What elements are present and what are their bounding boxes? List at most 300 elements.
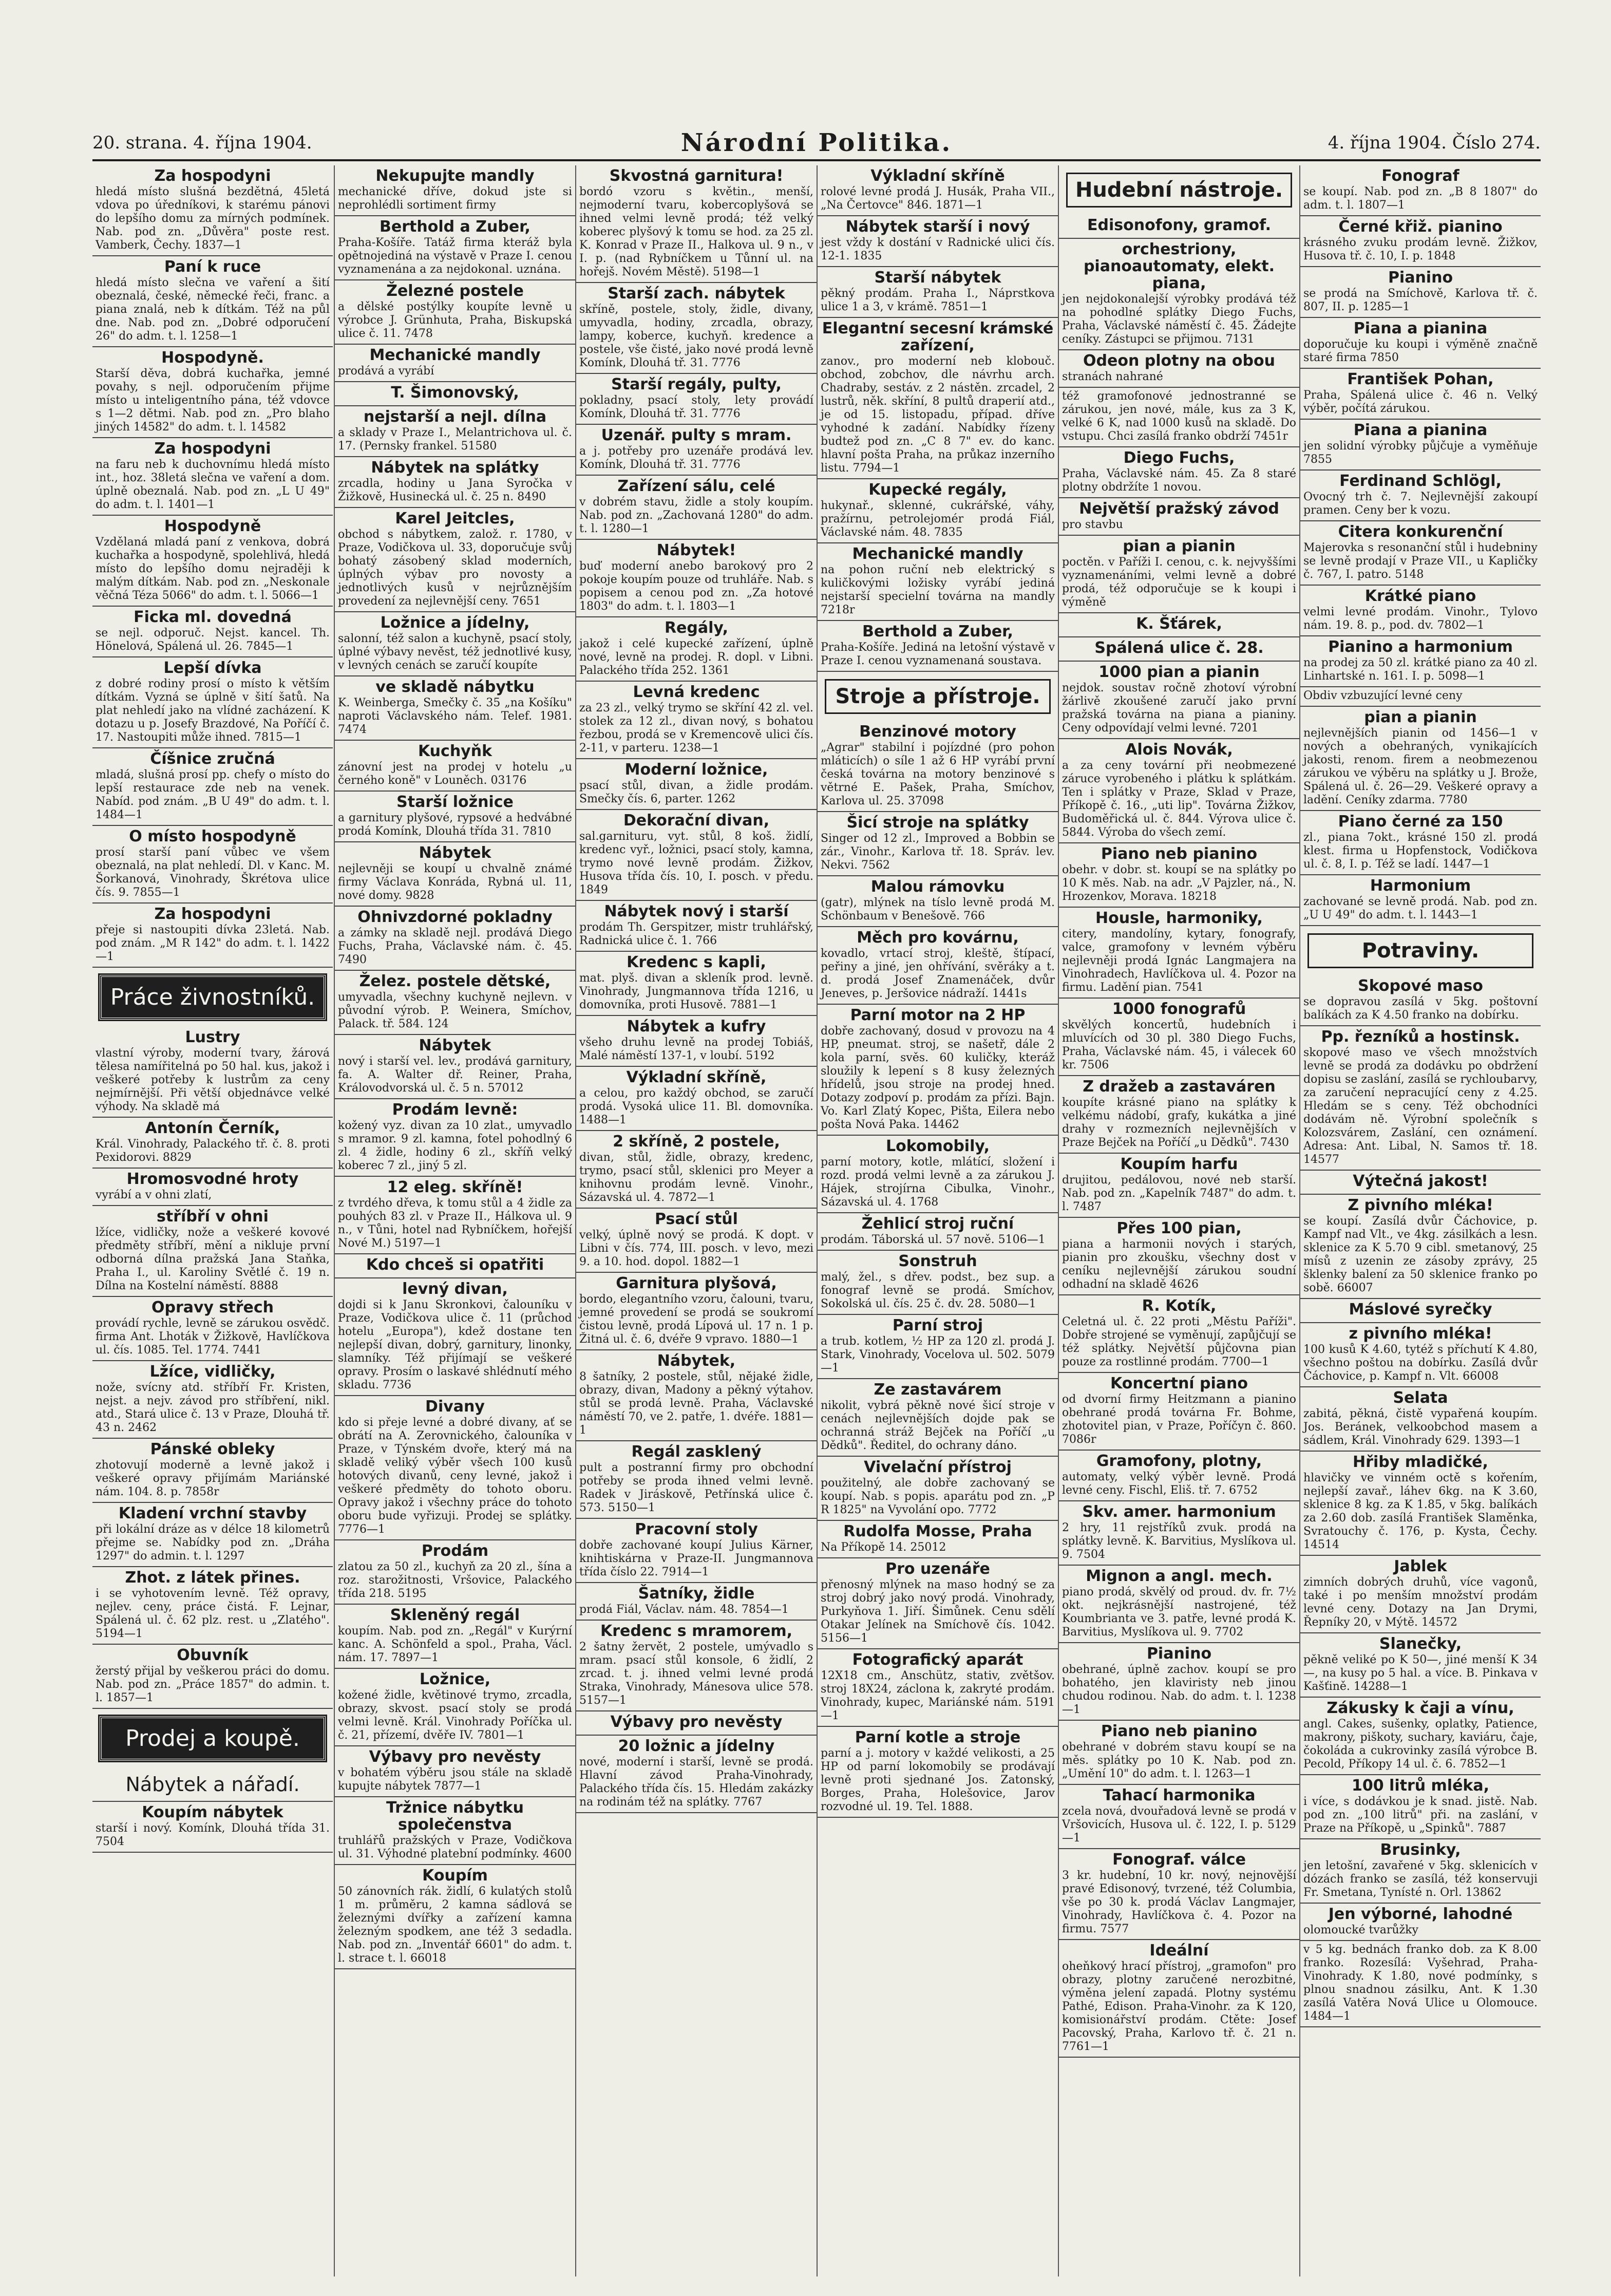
classified-ad bbox=[1059, 498, 1299, 536]
classified-ad bbox=[335, 741, 575, 792]
ad-body: pokladny, psací stoly, lety provádí Komínk, Dlouhá tř. 31. 7776 bbox=[579, 394, 813, 420]
ad-heading: Piano neb pianino bbox=[1101, 1722, 1258, 1740]
classified-ad bbox=[576, 1131, 817, 1209]
ad-body: nikolit, vybrá pěkně nové šicí stroje v cenách nejlevnějších dojde pak se ochranná stráž Bejček na Poříčí „u Dědků". Ředitel, do ochrany dáno. bbox=[821, 1399, 1055, 1452]
classified-ad bbox=[1059, 1643, 1299, 1721]
classified-ad bbox=[335, 971, 575, 1035]
classified-ad bbox=[1300, 216, 1541, 267]
ad-body: rolové levné prodá J. Husák, Praha VII., „Na Čertovce" 846. 1871—1 bbox=[821, 185, 1055, 212]
ad-body: se prodá na Smíchově, Karlova tř. č. 807, II. p. 1285—1 bbox=[1303, 287, 1538, 313]
ad-heading: Ložnice a jídelny, bbox=[380, 614, 530, 632]
ad-body: vlastní výroby, moderní tvary, žárová tělesa namířitelná po 50 hal. kus, jakož i veškeré potřeby k lustrům za ceny nejmírnější. Při větší objednávce velké výhody. Na skladě má bbox=[96, 1047, 330, 1113]
classified-ad bbox=[92, 607, 333, 657]
ad-heading: Fonograf. válce bbox=[1112, 1851, 1246, 1869]
classified-ad bbox=[818, 1727, 1058, 1818]
classified-ad bbox=[1059, 1295, 1299, 1373]
classified-ad bbox=[92, 1169, 333, 1206]
ad-body: krásného zvuku prodám levně. Žižkov, Husova tř. č. 10, I. p. 1848 bbox=[1303, 236, 1538, 262]
ad-heading: Koupím harfu bbox=[1120, 1155, 1238, 1173]
ad-body: piano prodá, skvělý od proud. dv. fr. 7½ okt. nejkrásnější nastrojené, též Koumbrianta ve 3. patře, levné prodá K. Barvitius, Myslíkova ul. 9. 7702 bbox=[1062, 1586, 1296, 1639]
classified-ad bbox=[1059, 239, 1299, 350]
ad-heading: Alois Novák, bbox=[1125, 741, 1233, 759]
ad-body: obehrané, úplně zachov. koupí se pro bohatého, jen klaviristy neb jinou chudou rodinou. Nab. do adm. t. l. 1238—1 bbox=[1062, 1663, 1296, 1716]
ad-heading: Hospodyně. bbox=[161, 349, 264, 367]
ad-heading: Nábytek bbox=[419, 844, 491, 862]
classified-ad bbox=[92, 516, 333, 607]
ad-heading: Dekorační divan, bbox=[623, 812, 770, 830]
classified-ad bbox=[92, 1206, 333, 1297]
ad-heading: 100 litrů mléka, bbox=[1351, 1777, 1490, 1795]
ad-body: též gramofonové jednostranné se zárukou, jen nové, mále, kus za 3 K, velké 6 K, nad 1000 kusů na skladě. Do vstupu. Chci zasílá franko obdrží 7451r bbox=[1062, 390, 1296, 443]
classified-ad bbox=[1059, 388, 1299, 447]
ad-body: 12X18 cm., Anschütz, stativ, zvětšov. stroj 18X24, záclona k, zakryté prodám. Vinohrady, kupec, Mariánské nám. 5191—1 bbox=[821, 1669, 1055, 1722]
ad-body: se koupí. Zasílá dvůr Čáchovice, p. Kampf nad Vlt., ve 4kg. zásilkách a lesn. sklenice za K 5.70 9 cibl. smetanový, 25 mísů z uzenin ze zásoby zprávy, 25 šklenky balení za 50 sklenice franko po sobě. 66007 bbox=[1303, 1215, 1538, 1294]
classified-ad bbox=[92, 1439, 333, 1503]
classified-ad bbox=[576, 283, 817, 374]
classified-ad bbox=[576, 1350, 817, 1441]
classified-ad bbox=[1300, 1904, 1541, 1941]
ad-heading: Z pivního mléka! bbox=[1348, 1196, 1493, 1214]
ad-heading: Starší regály, pulty, bbox=[611, 375, 782, 393]
classified-ad bbox=[335, 1035, 575, 1099]
ad-heading: Hromosvodné hroty bbox=[126, 1170, 299, 1188]
ad-heading: Rudolfa Mosse, Praha bbox=[843, 1522, 1032, 1540]
ad-body: angl. Cakes, sušenky, oplatky, Patience, makrony, piškoty, suchary, kaviáru, čaje, čokoláda a cukrovinky zasílá výrobce B. Pecold, Příkopy 14 ul. č. 6. 7852—1 bbox=[1303, 1718, 1538, 1771]
column-3 bbox=[575, 165, 817, 2276]
ad-heading: Regál zasklený bbox=[631, 1443, 762, 1461]
ad-heading: Starší nábytek bbox=[874, 269, 1001, 287]
classified-ad bbox=[1300, 811, 1541, 875]
ad-body: salonní, též salon a kuchyně, psací stoly, úplné výbavy nevěst, též jednotlivé kusy, v levných cenách se zaručí koupíte bbox=[338, 632, 572, 672]
ad-body: a zámky na skladě nejl. prodává Diego Fuchs, Praha, Václavské nám. č. 45. 7490 bbox=[338, 927, 572, 966]
ad-heading: Kredenc s mramorem, bbox=[600, 1622, 793, 1640]
classified-ad bbox=[1300, 1452, 1541, 1556]
page-header bbox=[92, 128, 1541, 159]
classified-ad bbox=[576, 374, 817, 425]
classified-ad bbox=[92, 1297, 333, 1361]
classified-ad bbox=[335, 1669, 575, 1746]
classified-ad bbox=[1059, 908, 1299, 999]
ad-heading: Piano černé za 150 bbox=[1338, 813, 1503, 831]
ad-heading: Z dražeb a zastaváren bbox=[1083, 1078, 1276, 1096]
classified-ad bbox=[576, 1583, 817, 1621]
ad-heading: Prodám bbox=[421, 1542, 489, 1560]
classified-ad bbox=[1300, 707, 1541, 811]
classified-ad bbox=[335, 280, 575, 345]
ad-body: a trub. kotlem, ½ HP za 120 zl. prodá J. Stark, Vinohrady, Vocelova ul. 502. 5079—1 bbox=[821, 1335, 1055, 1375]
classified-ad bbox=[335, 1540, 575, 1605]
ad-body: pult a postranní firmy pro obchodní potřeby se proda ihned velmi levně. Radek v Jiráskově, Petřínská ulice č. 573. 5150—1 bbox=[579, 1461, 813, 1514]
column-5 bbox=[1058, 165, 1299, 2276]
ad-body: mat. plyš. divan a skleník prod. levně. Vinohrady, Jungmannova třída 1216, u domovníka, proti Husově. 7881—1 bbox=[579, 972, 813, 1011]
ad-heading: Ohnivzdorné pokladny bbox=[357, 908, 553, 926]
ad-body: Starší děva, dobrá kuchařka, jemné povahy, s nejl. odporučením přijme místo u inteligentního pána, též vdovce s 1—2 dětmi. Nab. pod zn. „Pro blaho jiných 14582" do adm. t. l. 14582 bbox=[96, 367, 330, 434]
ad-body: Praha, Spálená ulice č. 46 n. Velký výběr, počítá zárukou. bbox=[1303, 389, 1538, 415]
ad-body: lžíce, vidličky, nože a veškeré kovové předměty stříbří, mění a nikluje první odborná dílna pražská Jana Staňka, Praha I., ul. Karoliny Světlé č. 19 n. Dílna na Kostelní náměstí. 8888 bbox=[96, 1226, 330, 1292]
section-heading: Práce živnostníků. bbox=[100, 975, 326, 1020]
classified-ad bbox=[818, 812, 1058, 876]
classified-ad bbox=[1059, 1566, 1299, 1643]
classified-ad bbox=[1059, 1076, 1299, 1154]
ad-body: K. Weinberga, Smečky č. 35 „na Košíku" naproti Václavského nám. Telef. 1981. 7474 bbox=[338, 697, 572, 736]
classified-ad bbox=[92, 347, 333, 438]
classified-ad bbox=[576, 1067, 817, 1131]
ad-body: nejlevnějších pianin od 1456—1 v nových a obehraných, vynikajících jakosti, renom. firem a neobmezenou zárukou ve výběru na splátky u J. Brože, Spálená ul. č. 26—29. Veškeré opravy a ladění. Ceníky zdarma. 7780 bbox=[1303, 727, 1538, 806]
classified-ad bbox=[1300, 1387, 1541, 1452]
ad-body: a j. potřeby pro uzenáře prodává lev. Komínk, Dlouhá tř. 31. 7776 bbox=[579, 445, 813, 471]
ad-heading: Gramofony, plotny, bbox=[1096, 1452, 1262, 1470]
ad-body: vyrábí a v ohni zlatí, bbox=[96, 1189, 212, 1201]
classified-ad bbox=[818, 621, 1058, 672]
classified-ad bbox=[335, 1746, 575, 1797]
ad-body: hledá místo slušná bezdětná, 45letá vdova po úředníkovi, k starému pánovi do lepšího domu za mírných podmínek. Nab. pod zn. „Důvěra" poste rest. Vamberk, Čechy. 1837—1 bbox=[96, 185, 330, 252]
classified-ad bbox=[335, 792, 575, 842]
classified-ad bbox=[818, 876, 1058, 927]
ad-heading: Ze zastavárem bbox=[874, 1381, 1002, 1399]
classified-ad bbox=[1300, 369, 1541, 420]
classified-ad bbox=[335, 1278, 575, 1396]
classified-ad bbox=[1059, 536, 1299, 613]
classified-ad bbox=[818, 1649, 1058, 1727]
header-date-left: 20. strana. 4. října 1904. bbox=[92, 133, 312, 153]
ad-heading: Výbavy pro nevěsty bbox=[610, 1713, 783, 1731]
ad-body: za 23 zl., velký trymo se skříní 42 zl. vel. stolek za 12 zl., divan nový, s bohatou řezbou, prodá se v Kremencově ulici čís. 2-11, v parteru. 1238—1 bbox=[579, 702, 813, 755]
ad-heading: Nábytek nový i starší bbox=[604, 902, 789, 920]
header-issue-right: 4. října 1904. Číslo 274. bbox=[1328, 133, 1541, 153]
ad-heading: 20 ložnic a jídelny bbox=[618, 1737, 775, 1755]
ad-body: Praha-Košíře. Tatáž firma kteráž byla opětnojediná na výstavě v Praze I. cenou vyznamenána a za nejdokonal. uznána. bbox=[338, 236, 572, 276]
ad-heading: Skopové maso bbox=[1358, 977, 1483, 995]
ad-heading: Skvostná garnitura! bbox=[609, 167, 784, 185]
ad-body: skopové maso ve všech množstvích levně se prodá za dodávku po obdržení dopisu se zaslání, zasílá se rychloubarvy, za zaručení nepracující ceny z 4.25. Hledám se s ceny. Též obchodníci dodávám ně. Výrobní společník s Kolozsvárem, Zaslání, cen oznámení. Adresa: Ant. Libal, N. Samos tř. 18. 14577 bbox=[1303, 1046, 1538, 1166]
ad-heading: O místo hospodyně bbox=[129, 827, 296, 845]
section-heading: Stroje a přístroje. bbox=[825, 679, 1051, 714]
header-rule bbox=[92, 159, 1541, 161]
ad-body: kdo si přeje levné a dobré divany, ať se obrátí na A. Zerovnického, čalouníka v Praze, v Týnském dvoře, který má na skladě veliký výběr všech 100 kusů hotových divanů, ceny levné, jakož i veškeré předměty do tohoto oboru. Opravy jakož i všechny práce do tohoto oboru bude vyřizuji. Prodej se splátky. 7776—1 bbox=[338, 1416, 572, 1536]
ad-body: žerstý přijal by veškerou práci do domu. Nab. pod zn. „Práce 1857" do admin. t. l. 1857—1 bbox=[96, 1665, 330, 1704]
classified-ad bbox=[92, 1118, 333, 1169]
classified-ad bbox=[818, 1379, 1058, 1457]
ad-body: i více, s dodávkou je k snad. jistě. Nab. pod zn. „100 litrů" při. na zaslání, v Praze na Příkopě, u „Spinků". 7887 bbox=[1303, 1795, 1538, 1835]
classified-ad bbox=[576, 901, 817, 952]
ad-body: a za ceny tovární při neobmezené záruce vyrobeného i plátku k splátkám. Ten i splátky v Praze, Sklad v Praze, Příkopě č. 16., „uti lip". Továrna Žižkov, Budoměřická ul. č. 844. Výrova ulice č. 5844. Výroba do všech zemí. bbox=[1062, 759, 1296, 839]
classified-ad bbox=[92, 256, 333, 347]
classified-ad bbox=[92, 904, 333, 968]
ad-body: 3 kr. hudební, 10 kr. nový, nejnovější pravé Edisonový, tvrzené, též Columbia, vše po 30 k. prodá Václav Langmajer, Vinohrady, Havlíčkova č. 4. Pozor na firmu. 7577 bbox=[1062, 1869, 1296, 1935]
ad-body: 100 kusů K 4.60, tytéž s příchutí K 4.80, všechno poštou na dobírku. Zasílá dvůr Čáchovice, p. Kampf n. Vlt. 66008 bbox=[1303, 1343, 1538, 1383]
ad-heading: Prodám levně: bbox=[392, 1101, 518, 1119]
ad-heading: Obuvník bbox=[177, 1646, 249, 1664]
ad-body: doporučuje ku koupi i výměně značně staré firma 7850 bbox=[1303, 338, 1538, 364]
ad-heading: Nábytek! bbox=[656, 541, 736, 559]
ad-body: zcela nová, dvouřadová levně se prodá v Vršovicích, Husova ul. č. 122, I. p. 5129—1 bbox=[1062, 1805, 1296, 1845]
ad-body: dojdi si k Janu Skronkovi, čalouníku v Praze, Vodičkova ulice č. 11 (průchod hotelu „Europa"), kdež dostane ten nejlepší divan, dobrý, garnitury, linonky, slamníky. Též přijímají se veškeré opravy. Prosím o laskavé shlédnutí mého skladu. 7736 bbox=[338, 1298, 572, 1391]
ad-body: dobře zachovaný, dosud v provozu na 4 HP, pneumat. stroj, se našetř, dále 2 kola parní, svěs. 60 kuličky, kteráž sloužily k lepení s 8 kusy železných hřídelů, jsou stroje na prodej hned. Dotazy zodpoví p. prodám za přízi. Bajn. Vo. Karl Zlatý Kopec, Pišta, Eilera nebo pošta Nová Paka. 14462 bbox=[821, 1025, 1055, 1131]
ad-body: 2 šatny žervět, 2 postele, umývadlo s mram. psací stůl konsole, 6 židlí, 2 zrcad. t. j. ihned velmi levné prodá Straka, Vinohrady, Mánesova ulice 578. 5157—1 bbox=[579, 1641, 813, 1707]
ad-body: parní motory, kotle, mlátící, složení i rozd. prodá velmi levně a za zárukou J. Hájek, strojírna Cibulka, Vinohr., Sázavská ul. 4. 1768 bbox=[821, 1156, 1055, 1209]
ad-heading: Mechanické mandly bbox=[852, 545, 1024, 563]
ad-body: bordó vzoru s květin., menší, nejmoderní tvaru, kobercoplyšová se ihned velmi levně prodá; též velký koberec plyšový k tomu se hod. za 25 zl. K. Konrad v Praze II., Halkova ul. 9 n., v I. p. (nad Rybníčkem u Tůnní ul. na hořejš. Novém Městě). 5198—1 bbox=[579, 185, 813, 278]
ad-heading: Starší zach. nábytek bbox=[608, 285, 785, 303]
ad-heading: Berthold a Zuber, bbox=[862, 623, 1013, 641]
classified-ad bbox=[1300, 975, 1541, 1026]
ad-body: jakož i celé kupecké zařízení, úplně nové, levně na prodej. R. dopl. v Libni. Palackého třída 252. 1361 bbox=[579, 637, 813, 677]
ad-heading: Garnitura plyšová, bbox=[616, 1274, 777, 1292]
classified-ad bbox=[1300, 1633, 1541, 1698]
classified-ad bbox=[335, 907, 575, 971]
ad-heading: levný divan, bbox=[402, 1280, 508, 1298]
ad-body: malý, žel., s dřev. podst., bez sup. a fonograf levně se prodá. Smíchov, Sokolská ul. čís. 25 č. dv. 28. 5080—1 bbox=[821, 1271, 1055, 1310]
classified-ad bbox=[576, 165, 817, 283]
classified-ad bbox=[576, 476, 817, 540]
ad-body: Praha-Košíře. Jediná na letošní výstavě v Praze I. cenou vyznamenaná soustava. bbox=[821, 641, 1055, 667]
classified-columns bbox=[92, 165, 1541, 2276]
ad-body: koupíte krásné piano na splátky k velkému nádobí, grafy, kukátka a jiné drahy v rozmezních nejlevnějších v Praze Bejček na Poříčí „u Dědků". 7430 bbox=[1062, 1096, 1296, 1149]
classified-ad bbox=[335, 508, 575, 612]
classified-ad bbox=[1300, 687, 1541, 707]
classified-ad bbox=[818, 543, 1058, 621]
ad-body: přenosný mlýnek na maso hodný se za stroj dobrý jako nový prodá. Vinohrady, Purkyňova 1. Jiří. Šimůnek. Cenu sdělí Otakar Jelínek na Smíchově čís. 1042. 5156—1 bbox=[821, 1578, 1055, 1645]
ad-body: dobře zachované koupí Julius Kärner, knihtiskárna v Praze-II. Jungmannova třída číslo 22. 7914—1 bbox=[579, 1539, 813, 1578]
ad-body: z dobré rodiny prosí o místo k větším dítkám. Vyzná se úplně v šití šatů. Na plat nehledí jako na vlídné zacházení. K dotazu u p. Josefy Brazdové, Na Poříčí č. 17. Nastoupiti může ihned. 7815—1 bbox=[96, 677, 330, 744]
ad-body: se dopravou zasílá v 5kg. poštovní balíkách za K 4.50 franko na dobírku. bbox=[1303, 995, 1538, 1022]
ad-body: velký, úplně nový se prodá. K dopt. v Libni v čís. 774, III. posch. v levo, mezi 9. a 10. hod. dopol. 1882—1 bbox=[579, 1229, 813, 1268]
ad-body: prodám. Táborská ul. 57 nově. 5106—1 bbox=[821, 1233, 1046, 1246]
classified-ad bbox=[818, 1005, 1058, 1136]
ad-heading: Kdo chceš si opatřiti bbox=[366, 1256, 544, 1274]
classified-ad bbox=[335, 1396, 575, 1540]
ad-heading: Pp. řezníků a hostinsk. bbox=[1321, 1028, 1520, 1046]
ad-heading: Železné postele bbox=[386, 282, 524, 300]
ad-body: mladá, slušná prosí pp. chefy o místo do lepší restaurace zde neb na venek. Nabíd. pod znám. „B U 49" do adm. t. l. 1484—1 bbox=[96, 768, 330, 821]
ad-body: drujitou, pedálovou, nové neb starší. Nab. pod zn. „Kapelník 7487" do adm. t. l. 7487 bbox=[1062, 1174, 1296, 1213]
classified-ad bbox=[335, 842, 575, 907]
ad-heading: Lepší dívka bbox=[163, 659, 262, 677]
classified-ad bbox=[1300, 267, 1541, 318]
classified-ad bbox=[335, 406, 575, 457]
ad-heading: Opravy střech bbox=[151, 1298, 274, 1316]
ad-body: starší i nový. Komínk, Dlouhá třída 31. 7504 bbox=[96, 1822, 330, 1848]
classified-ad bbox=[1059, 1373, 1299, 1451]
classified-ad bbox=[1059, 1501, 1299, 1566]
ad-heading: Měch pro kovárnu, bbox=[857, 929, 1019, 947]
classified-ad bbox=[92, 438, 333, 516]
ad-body: provádí rychle, levně se zárukou osvědč. firma Ant. Lhoták v Žižkově, Havlíčkova ul. čís. 1085. Tel. 1774. 7441 bbox=[96, 1317, 330, 1357]
classified-ad bbox=[1300, 1839, 1541, 1904]
ad-heading: nejstarší a nejl. dílna bbox=[363, 408, 547, 426]
ad-heading: Spálená ulice č. 28. bbox=[1094, 639, 1264, 657]
ad-heading: R. Kotík, bbox=[1142, 1297, 1217, 1315]
classified-ad bbox=[335, 1099, 575, 1177]
ad-heading: Piano neb pianino bbox=[1101, 845, 1258, 863]
classified-ad bbox=[818, 479, 1058, 543]
classified-ad bbox=[92, 748, 333, 826]
ad-heading: stříbří v ohni bbox=[157, 1208, 269, 1226]
classified-ad bbox=[576, 1209, 817, 1273]
ad-body: na pohon ruční neb elektrický s kuličkovými ložisky vyrábí jediná nejstarší specielní továrna na mandly 7218r bbox=[821, 563, 1055, 616]
ad-heading: Benzinové motory bbox=[859, 723, 1016, 741]
ad-heading: Krátké piano bbox=[1364, 587, 1476, 605]
classified-ad bbox=[335, 1177, 575, 1254]
ad-heading: Výkladní skříně, bbox=[626, 1068, 767, 1086]
ad-body: truhlářů pražských v Praze, Vodičkova ul. 31. Výhodné platební podmínky. 4600 bbox=[338, 1834, 572, 1860]
ad-heading: Lokomobily, bbox=[885, 1137, 990, 1155]
ad-heading: Parní stroj bbox=[892, 1316, 983, 1334]
ad-heading: Pianino bbox=[1388, 269, 1453, 287]
ad-heading: Za hospodyni bbox=[154, 167, 271, 185]
ad-body: hukynař., sklenné, cukrářské, váhy, pražírnu, petrolejomér prodá Fiál, Václavské nám. 48. 7835 bbox=[821, 499, 1055, 539]
ad-body: jen solidní výrobky půjčuje a vyměňuje 7855 bbox=[1303, 440, 1538, 466]
ad-body: 50 zánovních rák. židlí, 6 kulatých stolů 1 m. průměru, 2 kamna sádlová se železnými dvířky a zařízení kamna železným spodkem, ane též 3 sedadla. Nab. pod zn. „Inventář 6601" do adm. t. l. strace t. l. 66018 bbox=[338, 1885, 572, 1965]
ad-body: jest vždy k dostání v Radnické ulici čís. 12-1. 1835 bbox=[821, 236, 1055, 262]
ad-heading: Piana a pianina bbox=[1353, 421, 1488, 439]
classified-ad bbox=[818, 318, 1058, 479]
classified-ad bbox=[818, 1213, 1058, 1251]
classified-ad bbox=[818, 267, 1058, 318]
ad-body: piana a harmonii nových i starých, pianin pro zkoušku, všechny dost v ceníku nejlevnější zárukou soudní odhadní na skladě 4626 bbox=[1062, 1238, 1296, 1291]
classified-ad bbox=[1059, 1940, 1299, 2058]
classified-ad bbox=[818, 1136, 1058, 1213]
ad-heading: 2 skříně, 2 postele, bbox=[613, 1133, 780, 1151]
ad-heading: Zhot. z látek přines. bbox=[125, 1569, 300, 1587]
ad-heading: Slanečky, bbox=[1379, 1635, 1462, 1653]
ad-heading: Za hospodyni bbox=[154, 905, 271, 923]
ad-body: prodá Fiál, Václav. nám. 48. 7854—1 bbox=[579, 1603, 789, 1616]
classified-ad bbox=[1059, 1154, 1299, 1218]
ad-body: obehr. v dobr. st. koupí se na splátky po 10 K měs. Nab. na adr. „V Pajzler, ná., N. Hrozenkov, Morava. 18218 bbox=[1062, 863, 1296, 903]
ad-heading: Karel Jeitcles, bbox=[395, 510, 515, 528]
classified-ad bbox=[576, 1519, 817, 1583]
ad-heading: orchestriony, pianoautomaty, elekt. piana, bbox=[1083, 240, 1275, 292]
classified-ad bbox=[818, 165, 1058, 216]
ad-heading: Pro uzenáře bbox=[885, 1560, 990, 1578]
ad-heading: Fonograf bbox=[1381, 167, 1460, 185]
ad-body: koupím. Nab. pod zn. „Regál" v Kurýrní kanc. A. Schönfeld a spol., Praha, Václ. nám. 17. 7897—1 bbox=[338, 1625, 572, 1664]
ad-body: od dvorní firmy Heitzmann a pianino obehrané prodá továrna Fr. Bohme, zhotovitel pian, v Praze, Poříčyn č. 860. 7086r bbox=[1062, 1393, 1296, 1446]
classified-ad bbox=[92, 826, 333, 904]
ad-heading: Koupím nábytek bbox=[142, 1803, 283, 1821]
ad-body: obchod s nábytkem, založ. r. 1780, v Praze, Vodičkova ul. 33, doporučuje svůj bohatý zásobený sklad moderních, úplných výbav pro novosty a jednotlivých kusů v nejrůznějším provedení za nejlevnější ceny. 7651 bbox=[338, 528, 572, 608]
ad-heading: z pivního mléka! bbox=[1349, 1325, 1492, 1343]
ad-body: na faru neb k duchovnímu hledá místo int., hoz. 38letá slečna ve vaření a dom. úplně obeznalá. Nab. pod zn. „L U 49" do adm. t. l. 1401—1 bbox=[96, 458, 330, 511]
classified-ad bbox=[1059, 843, 1299, 908]
ad-heading: Uzenář. pulty s mram. bbox=[601, 426, 792, 444]
ad-heading: Skv. amer. harmonium bbox=[1082, 1503, 1276, 1521]
ad-body: skvělých koncertů, hudebních i mluvících od 30 pl. 380 Diego Fuchs, Praha, Václavské nám. 45, i válecek 60 kr. 7506 bbox=[1062, 1019, 1296, 1071]
column-1 bbox=[92, 165, 333, 2276]
classified-ad bbox=[1059, 637, 1299, 662]
classified-ad bbox=[92, 657, 333, 748]
ad-body: pro stavbu bbox=[1062, 518, 1123, 531]
ad-heading: Piana a pianina bbox=[1353, 319, 1488, 337]
classified-ad bbox=[1300, 1941, 1541, 2027]
ad-heading: Nábytek, bbox=[657, 1352, 736, 1370]
ad-heading: Tržnice nábytku společenstva bbox=[386, 1799, 524, 1834]
ad-heading: Žehlicí stroj ruční bbox=[861, 1215, 1014, 1233]
ad-heading: Lžíce, vidličky, bbox=[149, 1363, 276, 1381]
classified-ad bbox=[1300, 471, 1541, 521]
classified-ad bbox=[818, 721, 1058, 812]
ad-heading: Výtečná jakost! bbox=[1353, 1172, 1488, 1190]
ad-heading: Psací stůl bbox=[655, 1210, 738, 1228]
ad-heading: Brusinky, bbox=[1380, 1841, 1461, 1859]
classified-ad bbox=[1059, 739, 1299, 843]
ad-body: zachované se levně prodá. Nab. pod zn. „U U 49" do adm. t. l. 1443—1 bbox=[1303, 895, 1538, 921]
ad-heading: Pianino bbox=[1146, 1645, 1212, 1663]
ad-heading: Divany bbox=[425, 1398, 485, 1416]
ad-body: Vzdělaná mladá paní z venkova, dobrá kuchařka a hospodyně, spolehlivá, hledá místo do lepšího domu nejraději k malým dítkám. Nab. pod zn. „Neskonale věčná Téza 5066" do adm. t. l. 5066—1 bbox=[96, 536, 330, 602]
ad-heading: Mechanické mandly bbox=[369, 346, 541, 364]
classified-ad bbox=[1300, 1299, 1541, 1323]
ad-heading: Vivelační přístroj bbox=[864, 1458, 1012, 1476]
classified-ad bbox=[576, 682, 817, 759]
ad-body: zhotovují moderně a levně jakož i veškeré opravy přijímám Mariánské nám. 104. 8. p. 7858r bbox=[96, 1459, 330, 1498]
ad-heading: 1000 fonografů bbox=[1112, 1000, 1246, 1018]
ad-body: pěkně veliké po K 50—, jiné menší K 34—, na kusy po 5 hal. a více. B. Pinkava v Kašťině. 14288—1 bbox=[1303, 1653, 1538, 1693]
classified-ad bbox=[576, 759, 817, 810]
ad-body: parní a j. motory v každé velikosti, a 25 HP od parní lokomobily se prodávají levně proti sjednané Jos. Zatonský, Borges, Praha, Holešovice, Jarov rozvodné ul. 19. Tel. 1888. bbox=[821, 1747, 1055, 1813]
ad-body: nové, moderní i starší, levně se prodá. Hlavní závod Praha-Vinohrady, Palackého třída čís. 15. Hledám zakázky na rodinám též na splátky. 7767 bbox=[579, 1756, 813, 1809]
ad-body: Král. Vinohrady, Palackého tř. č. 8. proti Pexidorovi. 8829 bbox=[96, 1138, 330, 1164]
section-heading: Potraviny. bbox=[1307, 933, 1533, 968]
ad-heading: Šicí stroje na splátky bbox=[846, 814, 1029, 832]
ad-body: 2 hry, 11 rejstříků zvuk. prodá na splátky levně. K. Barvitius, Myslíkova ul. 9. 7504 bbox=[1062, 1521, 1296, 1561]
ad-body: velmi levné prodám. Vinohr., Tylovo nám. 19. 8. p., pod. dv. 7802—1 bbox=[1303, 606, 1538, 632]
ad-body: Na Příkopě 14. 25012 bbox=[821, 1541, 946, 1554]
ad-body: v 5 kg. bednách franko dob. za K 8.00 franko. Rozesílá: Vyšehrad, Praha-Vinohrady. K 1.80, nové podmínky, s plnou snadnou zásilku, Ant. K 1.30 zasílá Vatěra Nová Ulice u Olomouce. 1484—1 bbox=[1303, 1943, 1538, 2023]
classified-ad bbox=[576, 952, 817, 1016]
ad-heading: Kredenc s kapli, bbox=[627, 953, 766, 971]
ad-body: Singer od 12 zl., Improved a Bobbin se zár., Vinohr., Karlova tř. 18. Správ. lev. Nekvi. 7562 bbox=[821, 832, 1055, 872]
ad-body: Ovocný trh č. 7. Nejlevnější zakoupí pramen. Ceny ber k vozu. bbox=[1303, 491, 1538, 517]
classified-ad bbox=[335, 1797, 575, 1865]
ad-heading: Kupecké regály, bbox=[868, 481, 1007, 499]
ad-body: zimních dobrých druhů, více vagonů, také i po menším množství prodám levné ceny. Dotazy na Jan Drymi, Řepníky 20, v Mýtě. 14572 bbox=[1303, 1576, 1538, 1629]
classified-ad bbox=[335, 612, 575, 676]
ad-body: Obdiv vzbuzující levné ceny bbox=[1303, 689, 1463, 702]
classified-ad bbox=[576, 1441, 817, 1519]
classified-ad bbox=[818, 1521, 1058, 1558]
classified-ad bbox=[576, 1273, 817, 1350]
ad-body: prodám Th. Gerspitzer, mistr truhlářský, Radnická ulice č. 1. 766 bbox=[579, 921, 813, 947]
ad-heading: ve skladě nábytku bbox=[375, 678, 535, 696]
ad-heading: Regály, bbox=[664, 619, 729, 637]
ad-body: v bohatém výběru jsou stále na skladě kupujte nábytek 7877—1 bbox=[338, 1766, 572, 1793]
ad-body: psací stůl, divan, a židle prodám. Smečky čís. 6, parter. 1262 bbox=[579, 779, 813, 805]
ad-heading: Odeon plotny na obou bbox=[1083, 352, 1275, 370]
column-6 bbox=[1299, 165, 1541, 2276]
ad-heading: 1000 pian a pianin bbox=[1098, 663, 1260, 681]
ad-heading: Hřiby mladičké, bbox=[1353, 1453, 1488, 1471]
ad-heading: Pracovní stoly bbox=[635, 1520, 758, 1538]
ad-heading: Hospodyně bbox=[164, 517, 261, 535]
classified-ad bbox=[818, 1251, 1058, 1315]
section-heading: Nábytek a nářadí. bbox=[92, 1768, 333, 1802]
classified-ad bbox=[1300, 1775, 1541, 1839]
section-heading: Hudební nástroje. bbox=[1066, 173, 1292, 208]
ad-body: zánovní jest na prodej v hotelu „u černého koně" v Louněch. 03176 bbox=[338, 761, 572, 787]
ad-heading: Skleněný regál bbox=[390, 1606, 520, 1624]
ad-heading: Jablek bbox=[1394, 1557, 1447, 1575]
ad-heading: Lustry bbox=[185, 1028, 240, 1046]
ad-body: poctěn. v Paříži I. cenou, c. k. nejvyššími vyznamenáními, velmi levně a dobré prodá, též odporučuje se k koupi i výměně bbox=[1062, 556, 1296, 609]
ad-heading: Želez. postele dětské, bbox=[359, 972, 551, 990]
ad-body: stranách nahrané bbox=[1062, 370, 1163, 383]
classified-ad bbox=[92, 1503, 333, 1567]
classified-ad bbox=[576, 1016, 817, 1067]
ad-body: „Agrar" stabilní i pojízdné (pro pohon mláticích) o síle 1 až 6 HP vyrábí první česká továrna na motory benzinové s větrné E. Pašek, Praha, Smíchov, Karlova ul. 25. 37098 bbox=[821, 741, 1055, 807]
ad-body: použitelný, ale dobře zachovaný se koupí. Nab. s popis. aparátu pod zn. „P R 1825" na Vyvolání opo. 7772 bbox=[821, 1477, 1055, 1516]
